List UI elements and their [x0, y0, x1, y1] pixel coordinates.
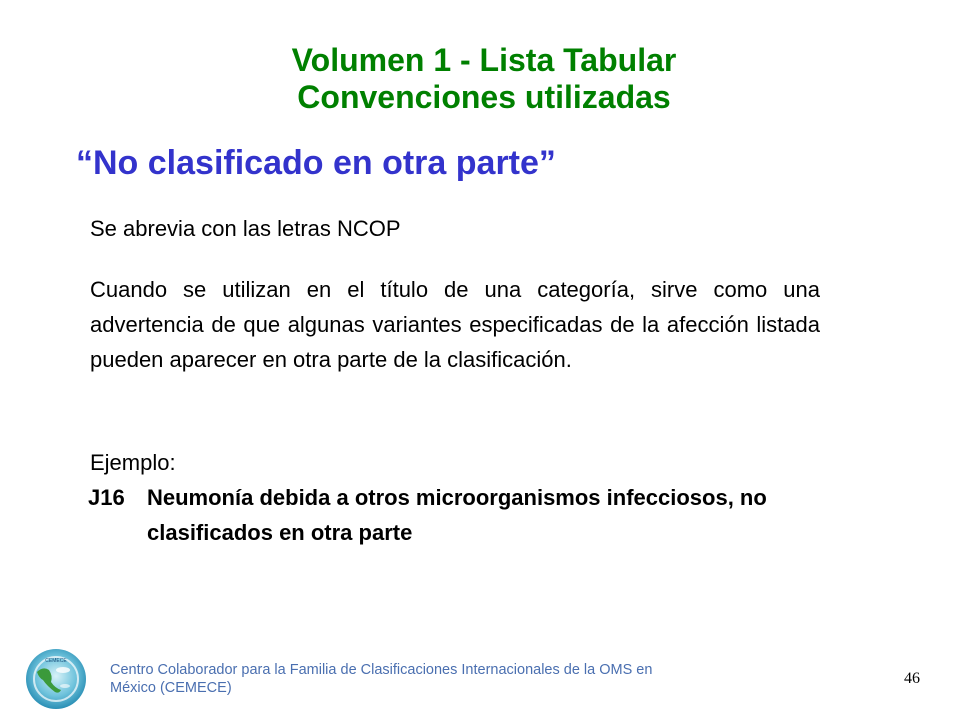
page-number: 46 [904, 670, 920, 687]
footer-organization: Centro Colaborador para la Familia de Clasificaciones Internacionales de la OMS en México (CEMECE) [110, 662, 653, 696]
example-text: Neumonía debida a otros microorganismos infecciosos, no clasificados en otra parte [147, 485, 767, 545]
svg-text:CEMECE: CEMECE [45, 658, 67, 664]
paragraph-explanation: Cuando se utilizan en el título de una categoría, sirve como una advertencia de que algunas variantes especificadas de la afección listada pueden aparecer en otra parte de la clasificación. [90, 277, 820, 372]
slide-subtitle: “No clasificado en otra parte” [76, 144, 556, 182]
title-line-2: Convenciones utilizadas [297, 79, 671, 115]
example-label: Ejemplo: [90, 450, 176, 475]
slide-title [0, 42, 960, 116]
cemece-logo-icon [25, 648, 87, 710]
title-line-1: Volumen 1 - Lista Tabular [291, 42, 677, 78]
example-code: J16 [88, 485, 125, 510]
paragraph-abbreviation: Se abrevia con las letras NCOP [90, 216, 401, 241]
